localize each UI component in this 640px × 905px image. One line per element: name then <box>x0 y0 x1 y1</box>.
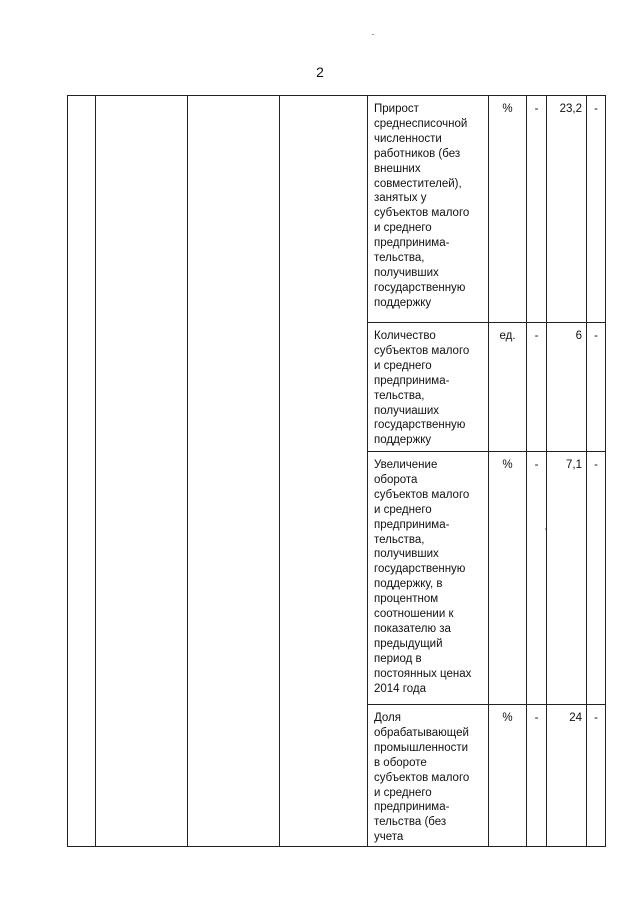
base-value-cell: - <box>527 705 547 847</box>
extra-value-cell: - <box>587 323 606 452</box>
target-value-cell: 7,1 <box>547 452 587 705</box>
page-number: 2 <box>316 64 324 80</box>
base-value-cell: - <box>527 96 547 323</box>
base-value-cell: - <box>527 323 547 452</box>
base-value-cell: - <box>527 452 547 705</box>
target-value-cell: 24 <box>547 705 587 847</box>
target-value-cell: 23,2 <box>547 96 587 323</box>
empty-cell-col2 <box>96 96 188 847</box>
extra-value-cell: - <box>587 452 606 705</box>
empty-cell-col1 <box>68 96 96 847</box>
extra-value-cell: - <box>587 96 606 323</box>
extra-value-cell: - <box>587 705 606 847</box>
indicator-name: Прирост среднесписочной численности работников (без внешних совместителей), занятых у субъектов малого и среднего предпринима- тельства, получивших государственную поддержку <box>368 96 489 323</box>
target-value-cell: 6 <box>547 323 587 452</box>
unit-cell: % <box>489 452 527 705</box>
empty-cell-col4 <box>280 96 368 847</box>
indicator-name: Увеличение оборота субъектов малого и среднего предпринима- тельства, получивших государственную поддержку, в процентном соотношении к показателю за предыдущий период в постоянных ценах 2014 года <box>368 452 489 705</box>
scan-mark <box>372 34 374 35</box>
table-row <box>68 96 606 323</box>
unit-cell: % <box>489 96 527 323</box>
indicator-name: Количество субъектов малого и среднего предпринима- тельства, получиаших государственную поддержку <box>368 323 489 452</box>
indicator-name: Доля обрабатывающей промышленности в обороте субъектов малого и среднего предпринима- тельства (без учета <box>368 705 489 847</box>
unit-cell: ед. <box>489 323 527 452</box>
unit-cell: % <box>489 705 527 847</box>
indicators-table <box>67 95 606 847</box>
empty-cell-col3 <box>188 96 280 847</box>
